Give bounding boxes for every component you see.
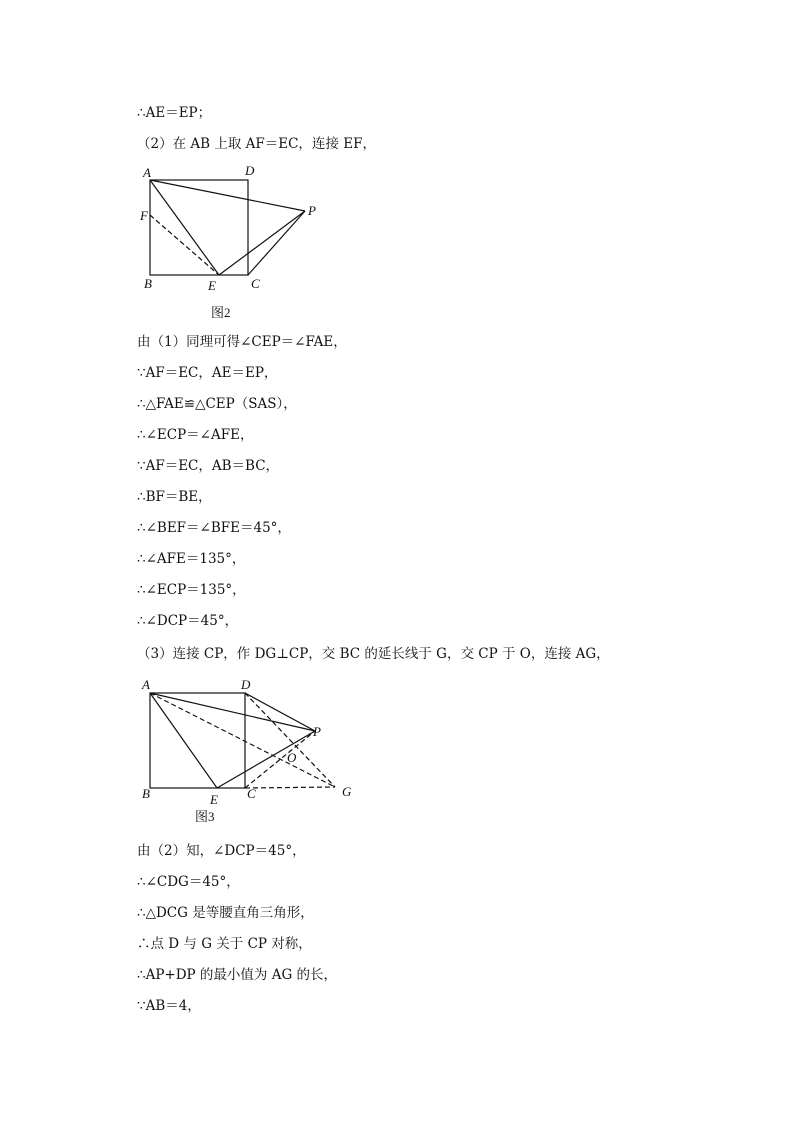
fig3-square bbox=[150, 693, 245, 788]
line-16-text: ∴△DCG 是等腰直角三角形， bbox=[137, 905, 314, 921]
text-line-12 bbox=[137, 612, 238, 630]
line-5-text: ∴△FAE≌△CEP（SAS）， bbox=[137, 396, 297, 412]
fig3-segment-AP bbox=[150, 693, 315, 731]
fig2-label-B: B bbox=[144, 276, 152, 291]
fig2-label-E: E bbox=[208, 278, 216, 293]
fig3-label-E: E bbox=[210, 792, 218, 807]
text-line-1 bbox=[137, 104, 211, 122]
fig2-label-D: D bbox=[245, 163, 255, 178]
fig2-label-A: A bbox=[143, 165, 151, 180]
fig3-label-B: B bbox=[142, 786, 150, 801]
text-line-7 bbox=[137, 457, 279, 475]
fig3-label-D: D bbox=[241, 677, 251, 692]
text-line-11 bbox=[137, 581, 246, 599]
line-1-text: ∴AE＝EP； bbox=[137, 105, 212, 121]
fig2-label-F: F bbox=[140, 208, 148, 223]
line-10-text: ∴∠AFE＝135°， bbox=[137, 551, 246, 567]
line-11-text: ∴∠ECP＝135°， bbox=[137, 582, 246, 598]
text-line-2 bbox=[137, 135, 376, 153]
line-7-text: ∵AF＝EC，AB＝BC， bbox=[137, 458, 280, 474]
line-4-text: ∵AF＝EC，AE＝EP， bbox=[137, 365, 278, 381]
fig2-segment-AP bbox=[150, 180, 305, 211]
line-19-text: ∵AB＝4， bbox=[137, 998, 201, 1014]
fig3-segment-DG bbox=[245, 693, 335, 787]
fig3-segment-DP bbox=[245, 693, 315, 731]
line-12-text: ∴∠DCP＝45°， bbox=[137, 613, 239, 629]
fig3-label-P: P bbox=[313, 724, 321, 739]
fig3-label-O: O bbox=[287, 750, 297, 765]
fig2-label-C: C bbox=[251, 276, 260, 291]
fig3-segment-AE bbox=[150, 693, 217, 788]
text-line-5 bbox=[137, 395, 297, 413]
fig3-label-G: G bbox=[342, 784, 352, 799]
figure-2 bbox=[137, 160, 337, 325]
line-8-text: ∴BF＝BE， bbox=[137, 489, 212, 505]
line-9-text: ∴∠BEF＝∠BFE＝45°， bbox=[137, 520, 291, 536]
text-line-9 bbox=[137, 519, 291, 537]
line-2-text: （2）在 AB 上取 AF＝EC，连接 EF， bbox=[137, 136, 376, 152]
fig3-segment-EP bbox=[217, 731, 315, 788]
line-6-text: ∴∠ECP＝∠AFE， bbox=[137, 427, 254, 443]
fig2-caption: 图2 bbox=[211, 305, 231, 320]
fig2-segment-AE bbox=[150, 180, 219, 275]
line-13-text: （3）连接 CP，作 DG⊥CP，交 BC 的延长线于 G，交 CP 于 O，连接 AG， bbox=[137, 646, 610, 662]
text-line-6 bbox=[137, 426, 253, 444]
line-15-text: ∴∠CDG＝45°， bbox=[137, 874, 240, 890]
text-line-13 bbox=[137, 645, 610, 663]
text-line-17 bbox=[137, 935, 312, 953]
text-line-18 bbox=[137, 966, 337, 984]
text-line-4 bbox=[137, 364, 277, 382]
figure-3 bbox=[137, 670, 367, 830]
fig3-segment-CG bbox=[245, 787, 335, 788]
line-18-text: ∴AP+DP 的最小值为 AG 的长， bbox=[137, 967, 338, 983]
fig2-segment-FE bbox=[150, 215, 219, 275]
text-line-14 bbox=[137, 842, 306, 860]
text-line-15 bbox=[137, 873, 240, 891]
line-17-text: ∴点 D 与 G 关于 CP 对称， bbox=[137, 936, 312, 952]
fig2-segment-EP bbox=[219, 211, 305, 275]
text-line-16 bbox=[137, 904, 314, 922]
text-line-8 bbox=[137, 488, 212, 506]
fig2-label-P: P bbox=[308, 203, 316, 218]
fig2-segment-CP bbox=[248, 211, 305, 275]
text-line-19 bbox=[137, 997, 201, 1015]
line-3-text: 由（1）同理可得∠CEP＝∠FAE， bbox=[137, 334, 347, 350]
line-14-text: 由（2）知，∠DCP＝45°， bbox=[137, 843, 306, 859]
fig3-label-A: A bbox=[142, 677, 150, 692]
fig3-caption: 图3 bbox=[195, 809, 215, 824]
text-line-10 bbox=[137, 550, 245, 568]
text-line-3 bbox=[137, 333, 347, 351]
fig3-label-C: C bbox=[247, 786, 256, 801]
